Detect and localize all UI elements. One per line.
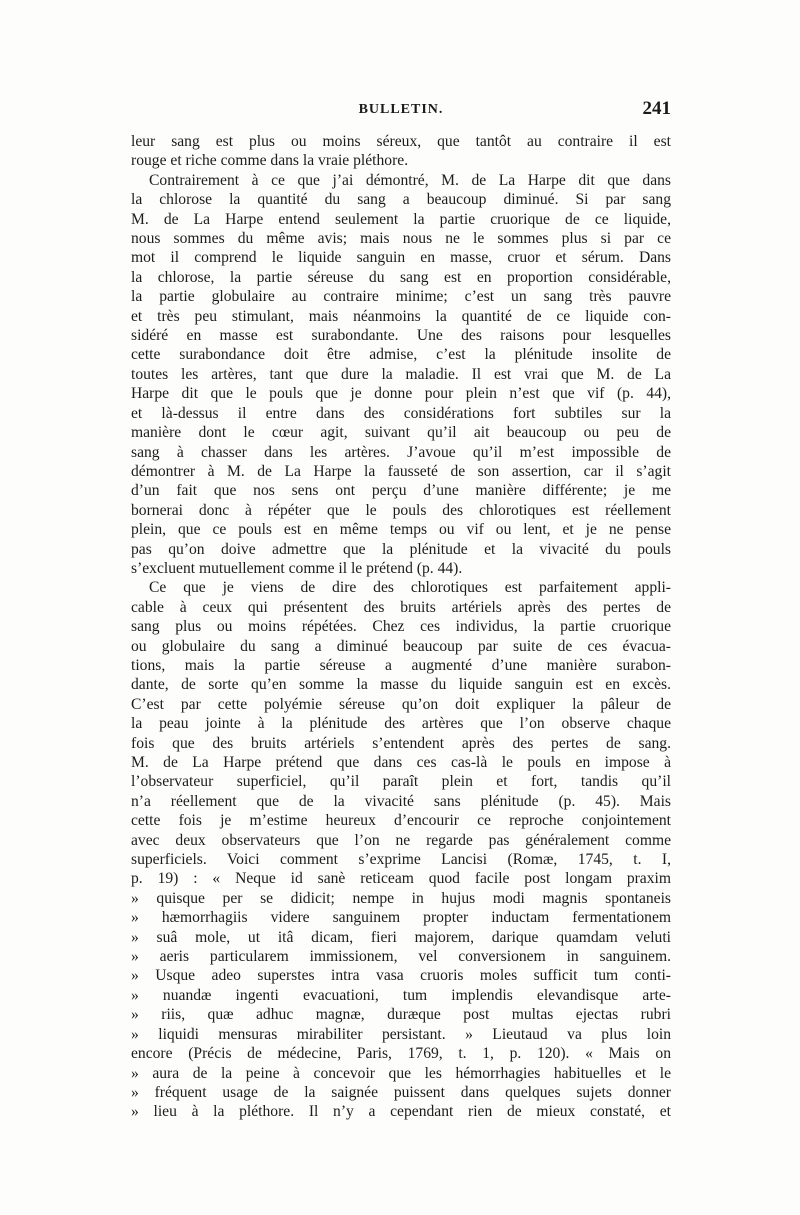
text-line: n’a réellement que de la vivacité sans plénitude (p. 45). Mais (131, 792, 671, 810)
text-line: bornerai donc à répéter que le pouls des chlorotiques est réellement (131, 501, 671, 519)
text-line: » liquidi mensuras mirabiliter persistant. » Lieutaud va plus loin (131, 1025, 671, 1043)
text-line: Harpe dit que le pouls que je donne pour plein n’est que vif (p. 44), (131, 385, 671, 403)
text-line: cette fois je m’estime heureux d’encourir ce reproche conjointement (131, 812, 671, 830)
text-line: » suâ mole, ut itâ dicam, fieri majorem, darique quamdam veluti (131, 928, 671, 946)
text-line: l’observateur superficiel, qu’il paraît plein et fort, tandis qu’il (131, 773, 671, 791)
text-line: pas qu’on doive admettre que la plénitude et la vivacité du pouls (131, 540, 671, 558)
text-line: sang plus ou moins répétées. Chez ces individus, la partie cruorique (131, 618, 671, 636)
text-line: » riis, quæ adhuc magnæ, duræque post multas ejectas rubri (131, 1006, 671, 1024)
text-line: » hæmorrhagiis videre sanguinem propter inductam fermentationem (131, 909, 671, 927)
text-line: M. de La Harpe entend seulement la partie cruorique de ce liquide, (131, 210, 671, 228)
text-line: la chlorose, la partie séreuse du sang est en proportion considérable, (131, 268, 671, 286)
body-text (131, 132, 671, 1122)
text-line: nous sommes du même avis; mais nous ne le sommes plus si par ce (131, 230, 671, 248)
text-line: dante, de sorte qu’en somme la masse du liquide sanguin est en excès. (131, 676, 671, 694)
text-line: avec deux observateurs que l’on ne regarde pas généralement comme (131, 831, 671, 849)
text-line: la peau jointe à la plénitude des artères que l’on observe chaque (131, 715, 671, 733)
text-line: démontrer à M. de La Harpe la fausseté de son assertion, car il s’agit (131, 462, 671, 480)
text-line: » aura de la peine à concevoir que les hémorrhagies habituelles et le (131, 1064, 671, 1082)
running-head: BULLETIN. (358, 102, 444, 117)
text-line: encore (Précis de médecine, Paris, 1769, t. 1, p. 120). « Mais on (131, 1045, 671, 1063)
text-line: cette surabondance doit être admise, c’est la plénitude insolite de (131, 346, 671, 364)
text-line: s’excluent mutuellement comme il le prétend (p. 44). (131, 559, 463, 577)
text-line: cable à ceux qui présentent des bruits artériels après des pertes de (131, 598, 671, 616)
text-line: M. de La Harpe prétend que dans ces cas-là le pouls en impose à (131, 754, 671, 771)
text-line: la partie globulaire au contraire minime; c’est un sang très pauvre (131, 288, 671, 306)
text-line: C’est par cette polyémie séreuse qu’on doit expliquer la pâleur de (131, 695, 671, 713)
text-line: et très peu stimulant, mais néanmoins la quantité de ce liquide con- (131, 307, 671, 325)
text-line: la chlorose la quantité du sang a beaucoup diminué. Si par sang (131, 191, 671, 209)
text-line: » Usque adeo superstes intra vasa cruoris moles sufficit tum conti- (131, 967, 671, 985)
text-line: » aeris particularem immissionem, vel conversionem in sanguinem. (131, 948, 671, 966)
text-line: d’un fait que nos sens ont perçu d’une manière différente; je me (131, 482, 671, 500)
text-line: sang à chasser dans les artères. J’avoue qu’il m’est impossible de (131, 443, 671, 461)
text-line: mot il comprend le liquide sanguin en masse, cruor et sérum. Dans (131, 249, 671, 267)
text-line: » lieu à la pléthore. Il n’y a cependant rien de mieux constaté, et (131, 1103, 671, 1121)
text-line: » quisque per se didicit; nempe in hujus modi magnis spontaneis (131, 889, 671, 907)
text-line: ou globulaire du sang a diminué beaucoup par suite de ces évacua- (131, 637, 671, 655)
text-line: p. 19) : « Neque id sanè reticeam quod facile post longam praxim (131, 870, 671, 888)
text-line: superficiels. Voici comment s’exprime Lancisi (Romæ, 1745, t. I, (131, 851, 671, 869)
text-line: tions, mais la partie séreuse a augmenté d’une manière surabon- (131, 656, 671, 674)
text-line: et là-dessus il entre dans des considérations fort subtiles sur la (131, 404, 671, 422)
text-line: fois que des bruits artériels s’entendent après des pertes de sang. (131, 734, 671, 752)
text-line: manière dont le cœur agit, suivant qu’il ait beaucoup ou peu de (131, 424, 671, 442)
page-header (131, 98, 671, 128)
text-line: sidéré en masse est surabondante. Une des raisons pour lesquelles (131, 327, 671, 345)
text-line: rouge et riche comme dans la vraie pléthore. (131, 152, 409, 170)
page-number: 241 (642, 98, 671, 119)
text-line: Contrairement à ce que j’ai démontré, M. de La Harpe dit que dans (149, 171, 671, 189)
text-line: » fréquent usage de la saignée puissent dans quelques sujets donner (131, 1083, 671, 1101)
text-line: leur sang est plus ou moins séreux, que tantôt au contraire il est (131, 133, 671, 150)
text-line: » nuandæ ingenti evacuationi, tum implendis elevandisque arte- (131, 986, 671, 1004)
text-line: Ce que je viens de dire des chlorotiques est parfaitement appli- (149, 579, 671, 597)
text-line: plein, que ce pouls est en même temps ou vif ou lent, et je ne pense (131, 521, 671, 539)
text-line: toutes les artères, tant que dure la maladie. Il est vrai que M. de La (131, 365, 671, 383)
